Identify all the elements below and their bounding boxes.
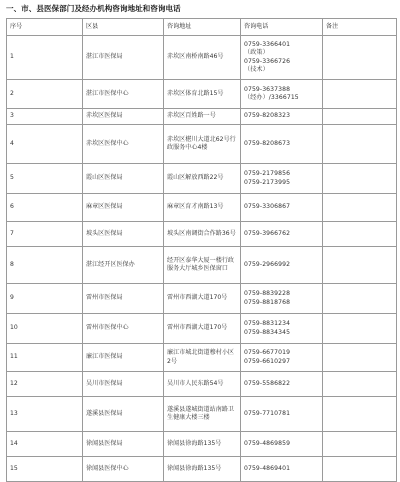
cell-note	[323, 80, 397, 109]
cell-phone	[241, 247, 323, 284]
table-header-row	[7, 19, 397, 36]
cell-phone	[241, 109, 323, 125]
cell-number: 2	[7, 80, 83, 109]
phone-line: 0759-6677019	[244, 349, 291, 357]
cell-address: 坡头区南调街合作路36号	[164, 222, 241, 247]
cell-district: 湛江市医保中心	[83, 80, 164, 109]
cell-note	[323, 457, 397, 482]
cell-number: 15	[7, 457, 83, 482]
cell-district: 湛江市医保局	[83, 36, 164, 80]
phone-line: 0759-2173995	[244, 178, 291, 186]
cell-address: 雷州市西湖大道170号	[164, 284, 241, 314]
cell-district: 徐闻县医保中心	[83, 457, 164, 482]
table-row	[7, 284, 397, 314]
header-number: 序号	[7, 19, 83, 36]
cell-number: 6	[7, 194, 83, 222]
cell-address: 经开区泰华大厦一楼行政服务大厅城乡医保窗口	[164, 247, 241, 284]
cell-phone	[241, 432, 323, 457]
phone-line: 0759-8208673	[244, 139, 291, 147]
cell-number: 7	[7, 222, 83, 247]
cell-note	[323, 222, 397, 247]
cell-note	[323, 164, 397, 194]
phone-line: 0759-8839228	[244, 290, 291, 298]
table-row	[7, 222, 397, 247]
phone-line: 0759-8834345	[244, 328, 291, 336]
phone-line: 0759-3366726	[244, 57, 291, 65]
table-row	[7, 432, 397, 457]
phone-line: 0759-2966992	[244, 260, 291, 268]
cell-phone	[241, 164, 323, 194]
cell-note	[323, 314, 397, 344]
phone-line: （技术）	[244, 65, 269, 73]
phone-line: 0759-2179856	[244, 170, 291, 178]
cell-district: 廉江市医保局	[83, 344, 164, 372]
consult-contact-table	[6, 18, 397, 482]
cell-phone	[241, 36, 323, 80]
cell-note	[323, 194, 397, 222]
cell-district: 赤坎区医保中心	[83, 125, 164, 164]
table-row	[7, 314, 397, 344]
cell-number: 14	[7, 432, 83, 457]
phone-line: 0759-4869859	[244, 439, 291, 447]
header-district: 区县	[83, 19, 164, 36]
cell-address: 赤坎区南桥南路46号	[164, 36, 241, 80]
cell-address: 霞山区解放西路22号	[164, 164, 241, 194]
cell-district: 麻章区医保局	[83, 194, 164, 222]
cell-district: 雷州市医保中心	[83, 314, 164, 344]
header-address: 咨询地址	[164, 19, 241, 36]
cell-phone	[241, 344, 323, 372]
phone-line: 0759-7710781	[244, 409, 291, 417]
cell-phone	[241, 125, 323, 164]
cell-district: 雷州市医保局	[83, 284, 164, 314]
phone-line: 0759-8818768	[244, 298, 291, 306]
cell-district: 吴川市医保局	[83, 372, 164, 397]
cell-district: 霞山区医保局	[83, 164, 164, 194]
cell-phone	[241, 80, 323, 109]
cell-note	[323, 372, 397, 397]
cell-number: 10	[7, 314, 83, 344]
cell-district: 赤坎区医保局	[83, 109, 164, 125]
cell-address: 吴川市人民东路54号	[164, 372, 241, 397]
table-row	[7, 194, 397, 222]
phone-line: 0759-8831234	[244, 320, 291, 328]
header-note: 备注	[323, 19, 397, 36]
cell-phone	[241, 372, 323, 397]
cell-note	[323, 284, 397, 314]
table-body	[7, 36, 397, 482]
phone-line: 0759-3306867	[244, 203, 291, 211]
cell-address: 赤坎区体育北路15号	[164, 80, 241, 109]
cell-number: 9	[7, 284, 83, 314]
cell-address: 赤坎区百姓路一号	[164, 109, 241, 125]
cell-note	[323, 344, 397, 372]
cell-district: 遂溪县医保局	[83, 397, 164, 432]
cell-district: 坡头区医保局	[83, 222, 164, 247]
phone-line: 0759-8208323	[244, 112, 291, 120]
phone-line: 0759-3637388	[244, 85, 291, 93]
cell-address: 遂溪县遂城街道站南路卫生健康大楼三楼	[164, 397, 241, 432]
cell-note	[323, 36, 397, 80]
section-title: 一、市、县医保部门及经办机构咨询地址和咨询电话	[6, 4, 181, 13]
cell-address: 麻章区育才南路13号	[164, 194, 241, 222]
cell-address: 廉江市城北街道穆村小区2号	[164, 344, 241, 372]
cell-note	[323, 109, 397, 125]
cell-number: 13	[7, 397, 83, 432]
table-row	[7, 247, 397, 284]
table-row	[7, 80, 397, 109]
cell-number: 8	[7, 247, 83, 284]
table-row	[7, 457, 397, 482]
cell-note	[323, 125, 397, 164]
cell-number: 5	[7, 164, 83, 194]
cell-note	[323, 432, 397, 457]
cell-phone	[241, 222, 323, 247]
cell-phone	[241, 457, 323, 482]
cell-address: 徐闻县徐海路135号	[164, 457, 241, 482]
cell-phone	[241, 194, 323, 222]
table-row	[7, 397, 397, 432]
phone-line: 0759-6610297	[244, 357, 291, 365]
phone-line: 0759-3366401	[244, 41, 291, 49]
cell-district: 徐闻县医保局	[83, 432, 164, 457]
cell-phone	[241, 284, 323, 314]
cell-district: 湛江经开区医保办	[83, 247, 164, 284]
table-row	[7, 36, 397, 80]
table-row	[7, 344, 397, 372]
cell-phone	[241, 397, 323, 432]
cell-number: 12	[7, 372, 83, 397]
cell-address: 赤坎区椹川大道北62号行政服务中心4楼	[164, 125, 241, 164]
table-row	[7, 372, 397, 397]
phone-line: 0759-5586822	[244, 379, 291, 387]
cell-note	[323, 397, 397, 432]
cell-address: 徐闻县徐海路135号	[164, 432, 241, 457]
table-row	[7, 164, 397, 194]
cell-note	[323, 247, 397, 284]
phone-line: （政策）	[244, 49, 269, 57]
table-row	[7, 125, 397, 164]
header-phone: 咨询电话	[241, 19, 323, 36]
phone-line: 0759-3966762	[244, 229, 291, 237]
cell-number: 4	[7, 125, 83, 164]
cell-phone	[241, 314, 323, 344]
cell-number: 1	[7, 36, 83, 80]
phone-line: 0759-4869401	[244, 464, 291, 472]
cell-number: 11	[7, 344, 83, 372]
phone-line: （经办）/3366715	[244, 94, 299, 101]
cell-address: 雷州市西湖大道170号	[164, 314, 241, 344]
cell-number: 3	[7, 109, 83, 125]
table-row	[7, 109, 397, 125]
